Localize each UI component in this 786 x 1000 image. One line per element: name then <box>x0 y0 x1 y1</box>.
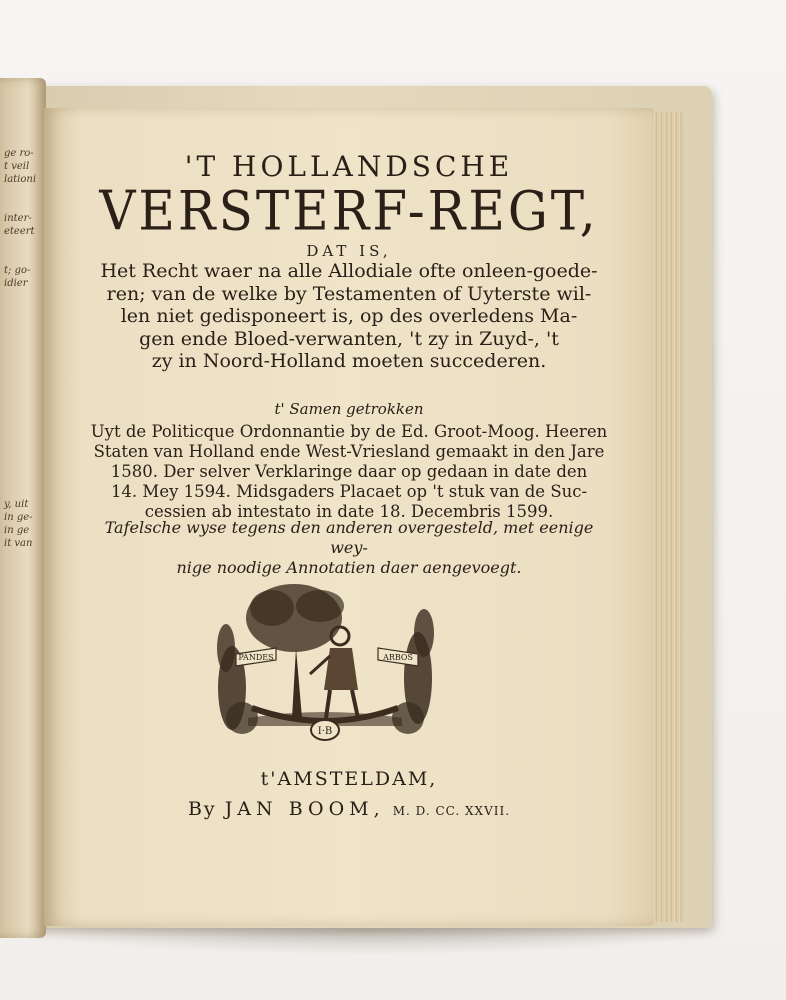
banner-right-text: ARBOS <box>383 653 413 662</box>
note-line: Tafelsche wyse tegens den anderen overgesteld, met eenige wey- <box>104 518 594 557</box>
imprint-printer <box>44 798 654 820</box>
dat-is: DAT IS, <box>306 242 392 260</box>
left-page-fragment: in ge- <box>4 512 33 523</box>
source <box>84 422 614 522</box>
left-page-fragment: y, uit <box>4 499 29 510</box>
source-line: cessien ab intestato in date 18. Decembris 1599. <box>144 502 554 521</box>
title-line-2: VERSTERF-REGT, <box>99 179 599 243</box>
description-line: ren; van de welke by Testamenten of Uyterste wil- <box>106 282 592 305</box>
source-line: 1580. Der selver Verklaringe daar op gedaan in date den <box>110 462 588 481</box>
subtitle: t' Samen getrokken <box>274 400 424 418</box>
source-line: Uyt de Politicque Ordonnantie by de Ed. Groot-Moog. Heeren <box>90 422 608 441</box>
left-page-fragment: in ge <box>4 525 30 536</box>
description-line: gen ende Bloed-verwanten, 't zy in Zuyd-, 't <box>139 327 559 350</box>
source-line: Staten van Holland ende West-Vriesland gemaakt in den Jare <box>93 442 605 461</box>
printer-name: JAN BOOM, <box>224 798 385 820</box>
left-page-fragment: ge ro- <box>4 148 34 159</box>
left-page-fragment: inter- <box>4 213 32 224</box>
title-page <box>44 108 654 926</box>
imprint-place: t'AMSTELDAM, <box>260 768 438 790</box>
left-page-fragment: eteert <box>4 226 35 237</box>
left-page-fragment: t; go- <box>4 265 31 276</box>
left-page-fragment: t veil <box>4 161 30 172</box>
description-line: zy in Noord-Holland moeten succederen. <box>151 350 547 372</box>
note-line: nige noodige Annotatien daer aengevoegt. <box>176 558 522 577</box>
note <box>84 518 614 578</box>
title-line-1: 'T HOLLANDSCHE <box>184 150 514 183</box>
imprint-year: M. D. CC. XXVII. <box>392 804 511 818</box>
wreath-right <box>392 609 434 734</box>
left-page-fragment: idier <box>4 278 28 289</box>
source-line: 14. Mey 1594. Midsgaders Placaet op 't stuk van de Suc- <box>110 482 588 501</box>
printer-vignette <box>212 578 438 748</box>
printer-prefix: By <box>187 798 217 820</box>
banner-left <box>236 648 276 666</box>
description <box>84 260 614 373</box>
left-page <box>0 78 46 938</box>
left-page-fragment: lationi <box>4 174 37 185</box>
monogram-text: I·B <box>317 726 333 737</box>
left-page-fragment: it van <box>4 538 33 549</box>
description-line: Het Recht waer na alle Allodiale ofte onleen-goede- <box>100 260 598 282</box>
description-line: len niet gedisponeert is, op des overledens Ma- <box>120 305 578 327</box>
monogram-shield <box>311 720 339 740</box>
banner-left-text: PANDES <box>238 653 274 662</box>
